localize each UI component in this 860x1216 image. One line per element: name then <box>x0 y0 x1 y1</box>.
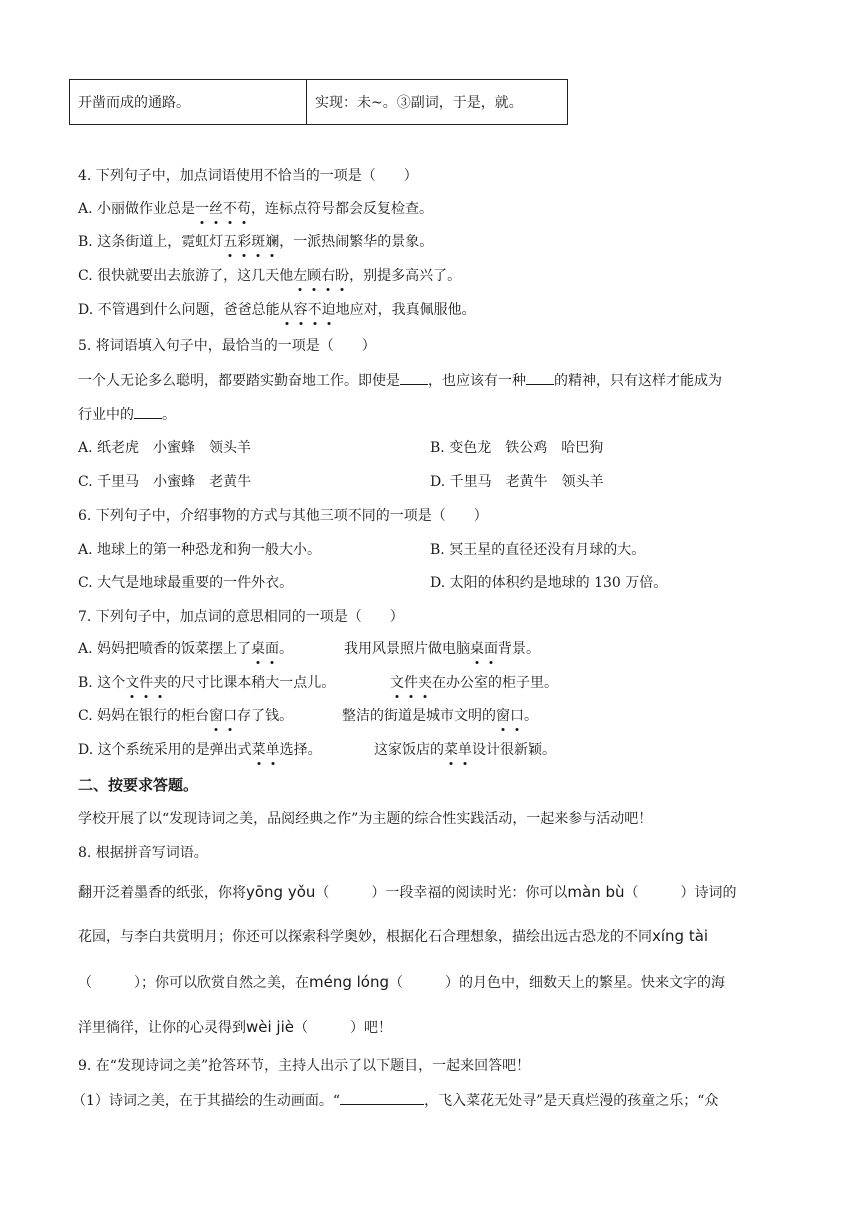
text: 这家饭店的 <box>374 742 444 758</box>
emphasized-char: 斑 <box>251 234 266 250</box>
pinyin: méng lóng <box>309 973 390 991</box>
emphasized-char: 口 <box>223 708 238 724</box>
q5-option-d[interactable]: D. 千里马 老黄牛 领头羊 <box>430 474 604 490</box>
q8-paragraph-line2 <box>78 926 708 947</box>
text: C. 很快就要出去旅游了，这几天他 <box>78 268 294 284</box>
text: 诗词的 <box>694 885 737 901</box>
emphasized-char: 文 <box>390 675 404 691</box>
text: 在办公室的柜子里。 <box>432 675 558 691</box>
text: D. 这个系统采用的是弹出式 <box>78 742 252 758</box>
text: 的月色中，细数天上的繁星。快来文字的海 <box>459 975 726 991</box>
text: 我用风景照片做电脑 <box>344 641 470 657</box>
text: B. 这个 <box>78 675 126 691</box>
emphasized-char: 面 <box>265 641 280 657</box>
text: A. 妈妈把喷香的饭菜摆上了 <box>78 641 252 657</box>
emphasized-char: 面 <box>484 641 498 657</box>
text: 翻开泛着墨香的纸张，你将 <box>78 885 246 901</box>
emphasized-char: 菜 <box>444 742 458 758</box>
fill-blank[interactable] <box>526 370 554 385</box>
text: 的尺寸比课本稍大一点儿。 <box>167 675 336 691</box>
q4-option-c[interactable] <box>78 266 461 286</box>
emphasized-char: 顾 <box>307 268 322 284</box>
fill-blank[interactable] <box>340 1090 424 1105</box>
emphasized-char: 件 <box>404 675 418 691</box>
text: ，连标点符号都会反复检查。 <box>251 201 434 217</box>
emphasized-char: 件 <box>139 675 154 691</box>
section-2-title: 二、按要求答题。 <box>78 776 199 794</box>
q7-option-b[interactable] <box>78 673 335 693</box>
q5-option-a[interactable]: A. 纸老虎 小蜜蜂 领头羊 <box>78 440 252 456</box>
text: 背景。 <box>498 641 540 657</box>
emphasized-char: 桌 <box>251 641 266 657</box>
text: B. 这条街道上，霓虹灯 <box>78 234 224 250</box>
fill-blank[interactable] <box>400 370 428 385</box>
pinyin: yōng yǒu <box>246 883 316 901</box>
text: 地应对，我真佩服他。 <box>335 302 476 318</box>
emphasized-char: 文 <box>125 675 140 691</box>
text: ，也应该有一种 <box>428 373 526 389</box>
pinyin: màn bù <box>567 883 625 901</box>
q9-subquestion-1 <box>72 1090 718 1111</box>
emphasized-char: 苟 <box>237 201 252 217</box>
q7-option-d[interactable] <box>78 740 322 760</box>
text: 花园，与李白共赏明月；你还可以探索科学奥妙，根据化石合理想象，描绘出远古恐龙的不同 <box>78 929 652 945</box>
text: 。 <box>162 407 176 423</box>
q8-paragraph-line1: 翻开泛着墨香的纸张，你将yōng yǒu（ ）一段幸福的阅读时光：你可以màn bù（ ）诗词的 <box>78 883 737 901</box>
q6-option-b[interactable]: B. 冥王星的直径还没有月球的大。 <box>430 542 646 558</box>
text: ；你可以欣赏自然之美，在 <box>141 975 309 991</box>
q8-paragraph-line3: （ ）；你可以欣赏自然之美，在méng lóng（ ）的月色中，细数天上的繁星。快来文字的海 <box>78 973 726 991</box>
emphasized-char: 左 <box>293 268 308 284</box>
emphasized-char: 容 <box>293 302 308 318</box>
emphasized-char: 右 <box>321 268 336 284</box>
text: 。 <box>279 641 294 657</box>
text: D. 不管遇到什么问题，爸爸总能 <box>78 302 280 318</box>
q5-option-b[interactable]: B. 变色龙 铁公鸡 哈巴狗 <box>430 440 604 456</box>
question-5-stem: 5. 将词语填入句子中，最恰当的一项是（ ） <box>78 338 376 354</box>
q4-option-d[interactable] <box>78 300 476 320</box>
q5-sentence-line2 <box>78 404 176 425</box>
emphasized-char: 菜 <box>251 742 266 758</box>
question-9-stem: 9. 在“发现诗词之美”抢答环节，主持人出示了以下题目，一起来回答吧！ <box>78 1058 531 1074</box>
section-2-intro: 学校开展了以“发现诗词之美，品阅经典之作”为主题的综合性实践活动，一起来参与活动吧！ <box>78 811 653 827</box>
question-6-stem: 6. 下列句子中，介绍事物的方式与其他三项不同的一项是（ ） <box>78 508 488 524</box>
text: ，飞入菜花无处寻”是天真烂漫的孩童之乐；“众 <box>424 1093 719 1109</box>
emphasized-char: 从 <box>279 302 294 318</box>
emphasized-char: 夹 <box>418 675 432 691</box>
q6-option-c[interactable]: C. 大气是地球最重要的一件外衣。 <box>78 575 294 591</box>
text: A. 小丽做作业总是 <box>78 201 196 217</box>
q8-paragraph-line4: 洋里徜徉，让你的心灵得到wèi jiè（ ）吧！ <box>78 1018 392 1036</box>
text: ，一派热闹繁华的景象。 <box>279 234 434 250</box>
q7-option-c-second <box>342 706 538 726</box>
q4-option-b[interactable] <box>78 232 433 252</box>
emphasized-char: 五 <box>223 234 238 250</box>
emphasized-char: 迫 <box>321 302 336 318</box>
emphasized-char: 夹 <box>153 675 168 691</box>
q6-option-d[interactable]: D. 太阳的体积约是地球的 130 万倍。 <box>430 575 668 591</box>
text: 行业中的 <box>78 407 134 423</box>
emphasized-char: 窗 <box>496 708 510 724</box>
emphasized-char: 一 <box>195 201 210 217</box>
emphasized-char: 桌 <box>470 641 484 657</box>
question-8-stem: 8. 根据拼音写词语。 <box>78 845 208 861</box>
text: 选择。 <box>279 742 322 758</box>
text: （1）诗词之美，在于其描绘的生动画面。“ <box>72 1093 341 1109</box>
text: ，别提多高兴了。 <box>349 268 462 284</box>
q7-option-b-second <box>390 673 558 693</box>
text: 吧！ <box>364 1020 392 1036</box>
emphasized-char: 单 <box>458 742 472 758</box>
q7-option-a-second <box>344 639 540 659</box>
emphasized-char: 丝 <box>209 201 224 217</box>
emphasized-char: 口 <box>510 708 524 724</box>
emphasized-char: 斓 <box>265 234 280 250</box>
text: 洋里徜徉，让你的心灵得到 <box>78 1020 246 1036</box>
text: 。 <box>524 708 538 724</box>
text: 整洁的街道是城市文明的 <box>342 708 496 724</box>
pinyin: xíng tài <box>652 927 709 945</box>
emphasized-char: 单 <box>265 742 280 758</box>
table-cell: 开凿而成的通路。 <box>70 80 307 124</box>
question-7-stem: 7. 下列句子中，加点词的意思相同的一项是（ ） <box>78 609 404 625</box>
text: 存了钱。 <box>237 708 294 724</box>
q4-option-a[interactable] <box>78 199 433 219</box>
emphasized-char: 窗 <box>209 708 224 724</box>
question-4-stem: 4. 下列句子中，加点词语使用不恰当的一项是（ ） <box>78 168 418 184</box>
table-cell: 实现：未~。③副词，于是，就。 <box>315 95 523 111</box>
emphasized-char: 彩 <box>237 234 252 250</box>
emphasized-char: 盼 <box>335 268 350 284</box>
pinyin: wèi jiè <box>246 1018 294 1036</box>
q5-option-c[interactable]: C. 千里马 小蜜蜂 老黄牛 <box>78 474 252 490</box>
q7-option-d-second <box>374 740 556 760</box>
definition-table <box>69 79 568 125</box>
text: 的精神，只有这样才能成为 <box>554 373 722 389</box>
q7-option-c[interactable] <box>78 706 293 726</box>
text: C. 妈妈在银行的柜台 <box>78 708 210 724</box>
emphasized-char: 不 <box>307 302 322 318</box>
fill-blank[interactable] <box>134 404 162 419</box>
q5-sentence-line1 <box>78 370 722 391</box>
text: 一段幸福的阅读时光：你可以 <box>385 885 568 901</box>
q7-option-a[interactable] <box>78 639 293 659</box>
text: 设计很新颖。 <box>472 742 556 758</box>
text: 一个人无论多么聪明，都要踏实勤奋地工作。即使是 <box>78 373 400 389</box>
q6-option-a[interactable]: A. 地球上的第一种恐龙和狗一般大小。 <box>78 542 322 558</box>
emphasized-char: 不 <box>223 201 238 217</box>
